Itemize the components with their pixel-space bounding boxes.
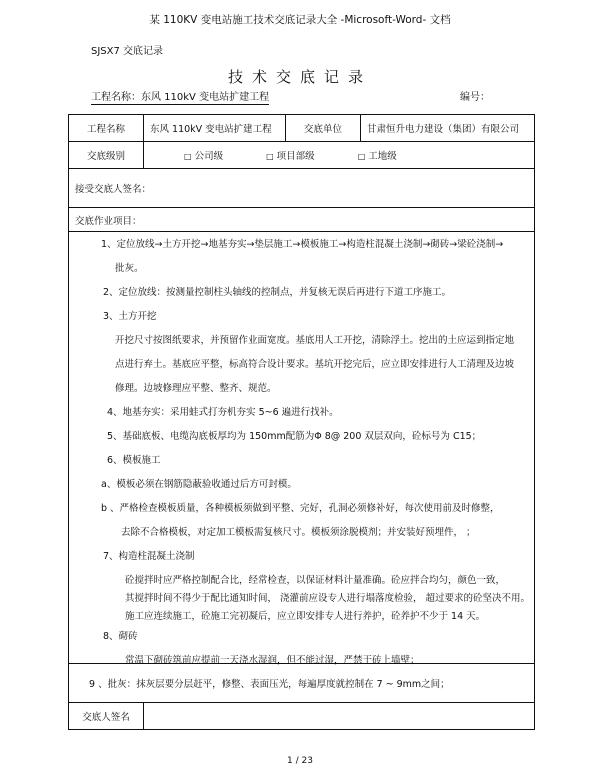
disclosure-content [75, 232, 531, 666]
level-option-project[interactable]: □ 项目部级 [266, 151, 315, 162]
giver-sign-value[interactable] [144, 703, 535, 730]
content-line: 去除不合格模板，对定加工模板需复核尺寸。模板须涂脱模剂；并安装好预埋件， ； [121, 527, 476, 538]
project-name-label: 工程名称 [69, 115, 144, 142]
row-content [69, 232, 535, 664]
content-line: 砼搅拌时应严格控制配合比，经常检查，以保证材料计量准确。砼应拌合均匀，颜色一致， [125, 575, 506, 586]
content-line: 6、模板施工 [107, 455, 161, 466]
number-label: 编号： [460, 92, 490, 103]
row-receiver-sign [69, 169, 535, 208]
disclosure-record-table [68, 114, 535, 730]
content-line: 常温下砌砖筑前应提前一天浇水湿润，但不能过湿，严禁干砖上墙壁； [125, 655, 420, 666]
page-indicator: 1 / 23 [287, 756, 313, 766]
project-label: 工程名称：东风 110kV 变电站扩建工程 [91, 92, 270, 103]
level-label: 交底级别 [69, 142, 144, 169]
content-line: 3、土方开挖 [103, 311, 157, 322]
content-line: 开挖尺寸按图纸要求，并预留作业面宽度。基底用人工开挖，清除浮土。挖出的土应运到指定地 [115, 335, 515, 346]
project-name-value: 东风 110kV 变电站扩建工程 [144, 115, 286, 142]
checkbox-icon[interactable]: □ [184, 152, 192, 161]
giver-sign-label: 交底人签名 [69, 703, 144, 730]
row-item9 [69, 664, 535, 703]
form-code: SJSX7 交底记录 [91, 46, 164, 57]
receiver-sign-label: 接受交底人签名： [69, 169, 535, 208]
content-line: 4、地基夯实：采用蛙式打夯机夯实 5~6 遍进行找补。 [107, 407, 339, 418]
items-label: 交底作业项目： [69, 208, 535, 232]
content-cell [69, 232, 535, 664]
unit-value: 甘肃恒升电力建设（集团）有限公司 [361, 115, 535, 142]
content-line: 点进行弃土。基底应平整，标高符合设计要求。基坑开挖完后，应立即安排进行人工清理及边坡 [115, 359, 515, 370]
content-line: 1、定位放线→土方开挖→地基夯实→垫层施工→模板施工→构造柱混凝土浇制→砌砖→梁砼浇制→ [101, 239, 504, 250]
content-line: 修理。边坡修理应平整、整齐、规范。 [115, 383, 277, 394]
content-line: 施工应连续施工，砼施工完初凝后，应立即安排专人进行养护，砼养护不少于 14 天。 [125, 611, 486, 622]
content-line-9: 9 、批灰：抹灰层要分层赶平，修整、表面压光，每遍厚度就控制在 7 ~ 9mm之间； [69, 664, 535, 703]
level-option-site[interactable]: □ 工地级 [357, 151, 397, 162]
content-line: 5、基础底板、电缆沟底板厚均为 150mm配筋为Φ 8@ 200 双层双向，砼标号为 C15； [107, 431, 482, 442]
content-line: 7、构造柱混凝土浇制 [103, 551, 195, 562]
content-line: a、模板必须在钢筋隐蔽验收通过后方可封模。 [101, 479, 297, 490]
row-giver-sign [69, 703, 535, 730]
document-header: 某 110KV 变电站施工技术交底记录大全 -Microsoft-Word- 文档 [149, 14, 451, 26]
content-line: 其搅拌时间不得少于配比通知时间， 浇灌前应设专人进行塌落度检验， 超过要求的砼坚决不用。 [125, 593, 531, 604]
content-line: 批灰。 [115, 263, 144, 274]
row-level [69, 142, 535, 169]
document-title: 技术交底记录 [227, 68, 372, 86]
level-options [144, 142, 535, 169]
content-line: 8、砌砖 [103, 631, 138, 642]
checkbox-icon[interactable]: □ [357, 152, 366, 161]
project-line [91, 88, 269, 103]
level-option-company[interactable]: □ 公司级 [184, 151, 224, 162]
row-project [69, 115, 535, 142]
checkbox-icon[interactable]: □ [266, 152, 274, 161]
row-items-label [69, 208, 535, 232]
unit-label: 交底单位 [286, 115, 361, 142]
content-line: 2、定位放线：按测量控制柱头轴线的控制点，并复核无误后再进行下道工序施工。 [103, 287, 452, 298]
content-line: b 、严格检查模板质量，各种模板须做到平整、完好，孔洞必须修补好，每次使用前及时修整， [101, 503, 500, 514]
